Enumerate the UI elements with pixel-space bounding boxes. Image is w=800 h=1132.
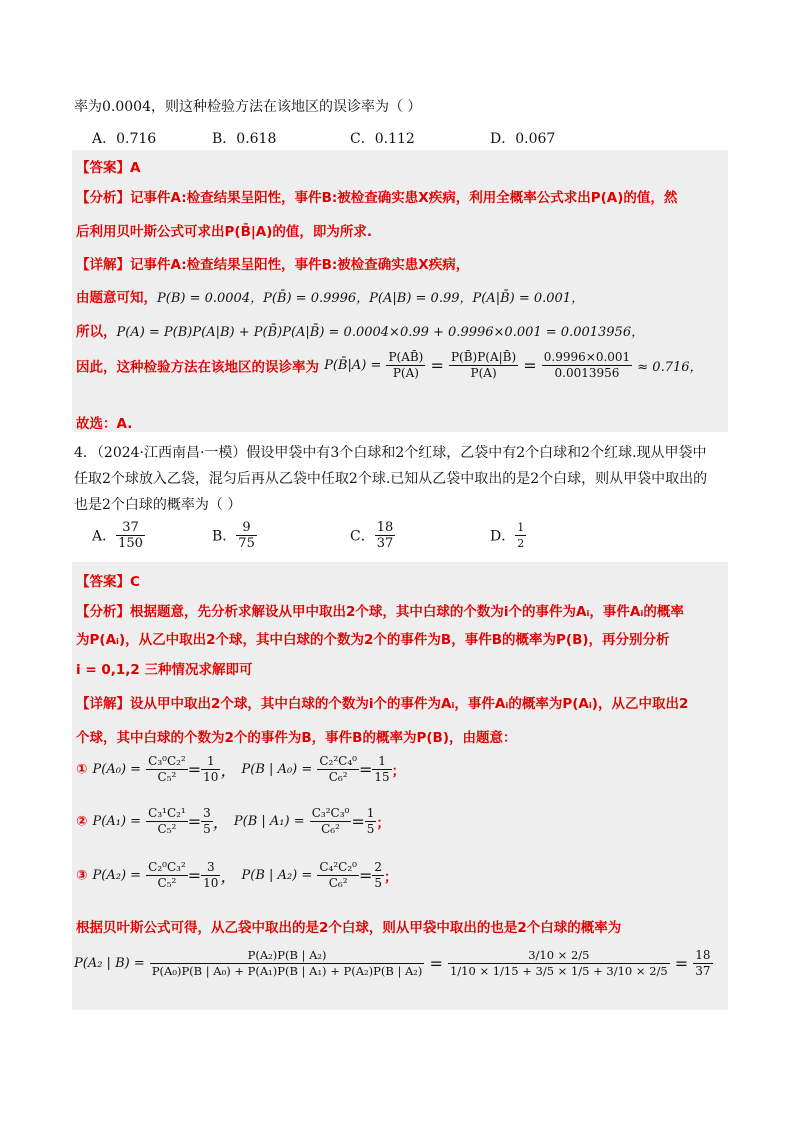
q3-choice: 故选：A. xyxy=(76,416,133,432)
q4-stem-line2: 任取2个球放入乙袋，混匀后再从乙袋中任取2个球.已知从乙袋中取出的是2个白球，则从甲袋中取出的 xyxy=(74,471,708,487)
q3-detail4-label: 因此，这种检验方法在该地区的误诊率为 xyxy=(76,359,319,376)
q4-case-1: ① P(A₀) = $\frac{\text{C₃⁰C₂²}}{\text{C₅²}}$ = $\frac{1}{10}$ ， P(B | A₀) = $\frac{\text{C₂²C₄⁰}}{\text{C₆²}}$ = $\frac{1}{15}$ ； xyxy=(76,754,406,784)
q3-stem-tail: 率为0.0004，则这种检验方法在该地区的误诊率为（ ） xyxy=(74,99,422,115)
q3-detail-line4: 因此，这种检验方法在该地区的误诊率为 P(B̄|A) = $\frac{P(AB̄)}{P(A)}$ = $\frac{P(B̄)P(A|B̄)}{P(A)}$ = $\frac{0.9996\times 0.001}{0.0013956}$ ≈ 0.716， xyxy=(76,350,703,380)
q3-option-d: D．0.067 xyxy=(490,131,556,147)
q4-option-a: A． $\frac{37}{150}$ xyxy=(92,520,143,551)
q3-detail4-tail: ≈ 0.716， xyxy=(637,360,703,375)
q3-detail2-label: 由题意可知， xyxy=(76,290,157,306)
q3-detail3-label: 所以， xyxy=(76,324,117,340)
q3-fraction-3: $\frac{0.9996\times 0.001}{0.0013956}$ xyxy=(543,350,631,380)
q3-analysis-line1: 【分析】记事件A:检查结果呈阳性，事件B:被检查确实患X疾病，利用全概率公式求出P(A)的值，然 xyxy=(76,190,678,206)
q3-fraction-2: $\frac{P(B̄)P(A|B̄)}{P(A)}$ xyxy=(450,350,517,380)
q4-option-c: C． $\frac{18}{37}$ xyxy=(350,520,394,551)
q3-detail3-math: P(A) = P(B)P(A|B) + P(B̄)P(A|B̄) = 0.0004×0.99 + 0.9996×0.001 = 0.0013956， xyxy=(116,325,645,340)
q4-analysis-line2: 为P(Aᵢ)，从乙中取出2个球，其中白球的个数为2个的事件为B，事件B的概率为P(B)，再分别分析 xyxy=(76,632,670,648)
q4-case-2: ② P(A₁) = $\frac{\text{C₃¹C₂¹}}{\text{C₅²}}$ = $\frac{3}{5}$ ， P(B | A₁) = $\frac{\text{C₃²C₃⁰}}{\text{C₆²}}$ = $\frac{1}{5}$ ； xyxy=(76,806,390,836)
q4-analysis-line1: 【分析】根据题意，先分析求解设从甲中取出2个球，其中白球的个数为i个的事件为Aᵢ，事件Aᵢ的概率 xyxy=(76,604,684,620)
q4-answer-block xyxy=(72,562,728,1010)
q3-option-b: B．0.618 xyxy=(212,131,277,147)
q4-answer: 【答案】C xyxy=(76,574,140,590)
q3-option-c: C．0.112 xyxy=(350,131,415,147)
q4-options xyxy=(92,520,752,560)
q3-option-a: A．0.716 xyxy=(92,131,157,147)
q3-answer: 【答案】A xyxy=(76,160,141,176)
q4-stem-line3: 也是2个白球的概率为（ ） xyxy=(74,497,242,513)
q4-case-3: ③ P(A₂) = $\frac{\text{C₂⁰C₃²}}{\text{C₅²}}$ = $\frac{3}{10}$ ， P(B | A₂) = $\frac{\text{C₄²C₂⁰}}{\text{C₆²}}$ = $\frac{2}{5}$ ； xyxy=(76,860,398,890)
q3-fraction-1: $\frac{P(AB̄)}{P(A)}$ xyxy=(388,350,424,380)
q3-detail-line2 xyxy=(76,286,584,306)
q4-stem-line1: 4．（2024·江西南昌·一模）假设甲袋中有3个白球和2个红球，乙袋中有2个白球和2个红球.现从甲袋中 xyxy=(74,445,707,461)
q4-option-b: B． $\frac{9}{75}$ xyxy=(212,520,255,551)
q3-analysis-line2: 后利用贝叶斯公式可求出P(B̄|A)的值，即为所求. xyxy=(76,224,373,240)
q4-analysis-line3: i = 0,1,2 三种情况求解即可 xyxy=(76,662,253,678)
q3-detail-line1: 【详解】记事件A:检查结果呈阳性，事件B:被检查确实患X疾病， xyxy=(76,257,470,273)
q3-detail2-math: P(B) = 0.0004，P(B̄) = 0.9996，P(A|B) = 0.99，P(A|B̄) = 0.001， xyxy=(157,291,585,306)
q3-answer-block xyxy=(72,150,728,432)
q4-option-d: D． $\frac{1}{2}$ xyxy=(490,521,525,550)
q4-bayes-label: 根据贝叶斯公式可得，从乙袋中取出的是2个白球，则从甲袋中取出的也是2个白球的概率为 xyxy=(76,920,622,936)
q3-detail4-lhs: P(B̄|A) = xyxy=(324,358,382,373)
q4-bayes-formula: P(A₂ | B) = $\frac{\text{P(A₂)P(B | A₂)}}{\text{P(A₀)P(B | A₀) + P(A₁)P(B | A₁) + P(A₂)P(B | A₂)}}$ = $\frac{3/10 \times 2/5}{1/10 \times 1/15 + 3/5 \times 1/5 + 3/10 \times 2/5}$ = $\frac{18}{37}$ xyxy=(74,948,711,978)
q3-detail-line3 xyxy=(76,320,644,340)
q4-detail-line1: 【详解】设从甲中取出2个球，其中白球的个数为i个的事件为Aᵢ，事件Aᵢ的概率为P(Aᵢ)，从乙中取出2 xyxy=(76,696,689,712)
q4-detail-line2: 个球，其中白球的个数为2个的事件为B，事件B的概率为P(B)，由题意： xyxy=(76,730,517,746)
